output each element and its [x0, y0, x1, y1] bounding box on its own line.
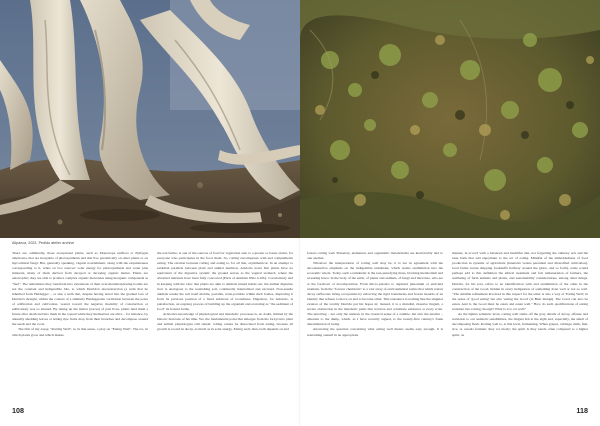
text-column-1 — [12, 251, 148, 415]
paragraph: As the lighter semantic level, rotting well stems off the gory details of decay, offense and revulsion to our aesthetic sensibilities, the disgust felt at the sight and, especially, the smell of decomposing flesh. Rotting well is, at this level, fermenting. When grapes, cabbage, milk, fish, rice, or cereals ferment, they rot nicely; the spirit is they exude often compared to a higher spirit, as — [452, 312, 588, 337]
text-column-3 — [307, 251, 443, 415]
text-column-4 — [452, 251, 588, 415]
page-number-right: 118 — [576, 406, 588, 415]
text-column-2 — [157, 251, 293, 415]
paragraph: Whatever the interpretation of rotting well may be, it is not in agreement with the deconstructive emphasis on the indigestible remainder, which resists assimilation into the economic whole. Today, such a remainder is the non-putrefying mass, blocking metabolism and wreaking havoc in the body of the earth, of plants and animals, of fungi and microbes, who are at the forefront of decomposition. From micro-plastics to depleted plutonium or enriched uranium, from the "forever chemicals" to a vast array of environmental toxins that which resists decay suffocates living ecosystems by enforcing the rigid boundaries and frozen moulds of an identity that refuses to move on and to become other. This resistance is nothing like the singular evasion of the totality Derrida put his hopes in; instead, it is a mundial, massive lingam, a severe obstruction in the metabolic paths that traverse and constitute existence at every scale. The unrotting – not only the undead, in the classical sense of a zombie, but also the unalive – amounts to the dump, which, as I have recently argued, is the twenty-first century's frank denomination of being. — [307, 261, 443, 327]
paragraph: the soil fertile, is one of the sources of food for vegetation and, to a greater or lesser extent, for everyone who participates in the food chain. So, rotting encompasses with and complements eating. The relation between rotting and eating is, for all that, asymmetrical. In an attempt to establish parallels between plant and animal nutrition, Aristotle notes that plants have no equivalent of the digestive system: the ground serves as the vegetal stomach, where the absorbed nutrients have been fully concocted (Parts of Animals 650a 4-10b). Correlatively and in keeping with the view that plants are akin to animals turned inside out, the animal digestive tract is analogous to the nourishing soil, continually internalized and excreted. Non-sessile animals render the soil itself mobile, portable, trans-portable within their bodies, displacing it from its previous position of a fixed substrate of rootedness. Digestion, for Aristotle, is putrefaction, an ongoing process of building up the organism and excreting as "the sediment of food" its fecund forms. — [157, 251, 293, 312]
paragraph: Answering the question concerning what eating well means seems easy enough. It is nourishing oneself in an appropriate — [307, 327, 443, 337]
paragraph: Aristotle's knowledge of physiological and metabolic processes is, no doubt, limited by the historic horizons of his time. Yet, the fundamental point that emerges from his forays into plant and animal physiologies still stands: rotting cannot be dissociated from eating, because all growth is rooted in decay, as much as in solar energy. Eating well, then, both depends on and — [157, 312, 293, 332]
paragraph: There are, admittedly, those exceptional plants, such as Monotropa uniflora or Epifagus americana, that are incapable of photosynthesis and that live parasitically on other plants or on mycorrhizal fungi. But, generally speaking, vegetal nourishment, along with the exquisiteness corresponding to it, relies on two sources: solar energy for photosynthesis and water plus minerals, many of them derived from decayed or decaying organic matter. Plants are autotrophic; they are able to produce complex organic molecules using inorganic compounds as "fuel". The remainders they transform into extensions of their ever-metamorphosing bodies are not the constant and indigestible bits, to which Derrida's deconstruction (a term that he inherited from Heidegger – or else a term that, despite having noted into the gradual loss of Derrida's thought, within the context of a similarly Heideggerian vacillation between the poles of edification and cultivation, veered toward the negative modality of construction or edification) was so attuned. By taking up the matter (traces) of past lives, plants lend them a future after death and into them in the topsoil while they themselves are alive – for instance, by annually shedding leaves or letting ripe fruits drop from their branches and decompose around the seeds and the roots. — [12, 251, 148, 327]
paragraph: manner, in accord with a balanced and healthful diet, not forgetting the culinary arts and the taste buds that add enjoyment to the act of eating. Mindful of the embeddedness of food production in systems of agriculture (intensive versus perennial and diversified cultivation), local farms versus shipping foodstuffs halfway around the globe, and so forth), some would perhaps add to this definition the ethical treatment and fair remuneration of farmers, the wellbeing of farm animals and plants, and sustainability considerations, among other things. Derrida, for his part, refers to an identification with and assimilation of the other in the construction of the Good, hidden in every indigestion of something done well or not so well. "The sublime refinement involved in this respect for the other is also a way of 'Eating Well', in the sense of 'good eating' but also 'eating the Good' (le Bien mangé). The Good can also be eaten. And it, the Good must be eaten and eaten well." How do such qualifications of eating translate into rotting, though? What is it to rot well? — [452, 251, 588, 312]
paragraph: fosters rotting well. Planetary, elemental, and organismic metabolisms are inextricably tied to one another. — [307, 251, 443, 261]
page-gutter — [299, 238, 301, 426]
paragraph: The title of my essay, "Rotting Well", is, in this sense, a play on "Eating Well". The rot, in which plants grow and which makes — [12, 327, 148, 337]
photo-tree-roots — [0, 0, 300, 238]
page-number-left: 108 — [12, 406, 24, 415]
photo-caption: Alipanca, 2023. Pedido atelier archive — [12, 241, 75, 245]
photo-pond-algae — [300, 0, 600, 238]
